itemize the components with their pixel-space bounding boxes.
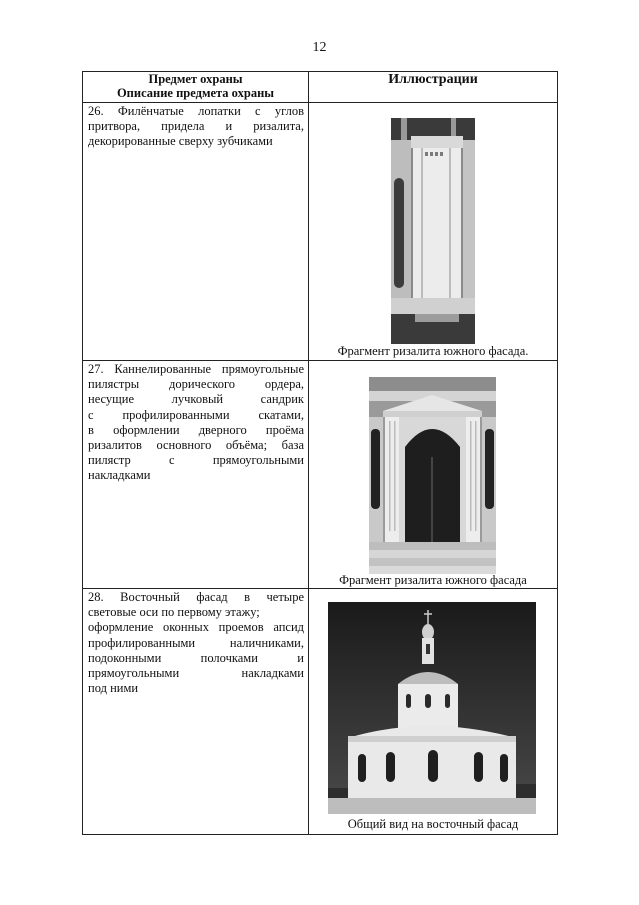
description-line: 26. Филёнчатые лопатки с углов	[88, 104, 304, 118]
description-line: 27. Каннелированные прямоугольные	[88, 362, 304, 376]
description-cell	[83, 589, 309, 835]
description-line: оформление оконных проемов апсид	[88, 620, 304, 635]
description-line: под ними	[88, 681, 139, 696]
description-line: 28. Восточный фасад в четыре	[88, 590, 304, 604]
description-cell	[83, 361, 309, 589]
description-text	[83, 589, 308, 696]
illustration-cell	[309, 103, 558, 361]
illustration-caption: Общий вид на восточный фасад	[347, 817, 519, 831]
description-line: в оформлении дверного проёма	[88, 422, 304, 437]
description-text	[83, 361, 308, 484]
header-subject-cell	[83, 72, 309, 103]
church-photo-icon	[328, 602, 536, 814]
description-line: прямоугольными накладками	[88, 666, 304, 681]
description-line: профилированными наличниками,	[88, 635, 304, 650]
description-line: пилястр с прямоугольными	[88, 453, 304, 468]
description-line: ризалитов основного объёма; база	[88, 438, 304, 453]
header-subject-title: Предмет охраны	[148, 72, 243, 86]
description-line: накладками	[88, 468, 151, 483]
page-number: 12	[312, 40, 327, 55]
description-line: световые оси по первому этажу;	[88, 605, 260, 620]
table-row	[83, 103, 558, 361]
illustration-caption: Фрагмент ризалита южного фасада.	[337, 344, 529, 358]
illustration-caption: Фрагмент ризалита южного фасада	[339, 573, 527, 587]
description-line: пилястры дорического ордера,	[88, 377, 304, 392]
description-line: с профилированными скатами,	[88, 407, 304, 422]
heritage-table	[82, 71, 558, 835]
description-line: подоконными полочками и	[88, 650, 304, 665]
header-subject-subtitle: Описание предмета охраны	[116, 86, 275, 100]
description-line: декорированные сверху зубчиками	[88, 134, 273, 149]
illustration-cell	[309, 589, 558, 835]
header-illustrations: Иллюстрации	[309, 72, 558, 103]
portal-photo-icon	[369, 377, 496, 574]
table-header-row	[83, 72, 558, 103]
description-line: притвора, придела и ризалита,	[88, 119, 304, 134]
table-row	[83, 589, 558, 835]
table-row	[83, 361, 558, 589]
description-line: несущие лучковый сандрик	[88, 392, 304, 407]
illustration-cell	[309, 361, 558, 589]
description-cell	[83, 103, 309, 361]
pilaster-photo-icon	[391, 118, 475, 344]
description-text	[83, 103, 308, 150]
